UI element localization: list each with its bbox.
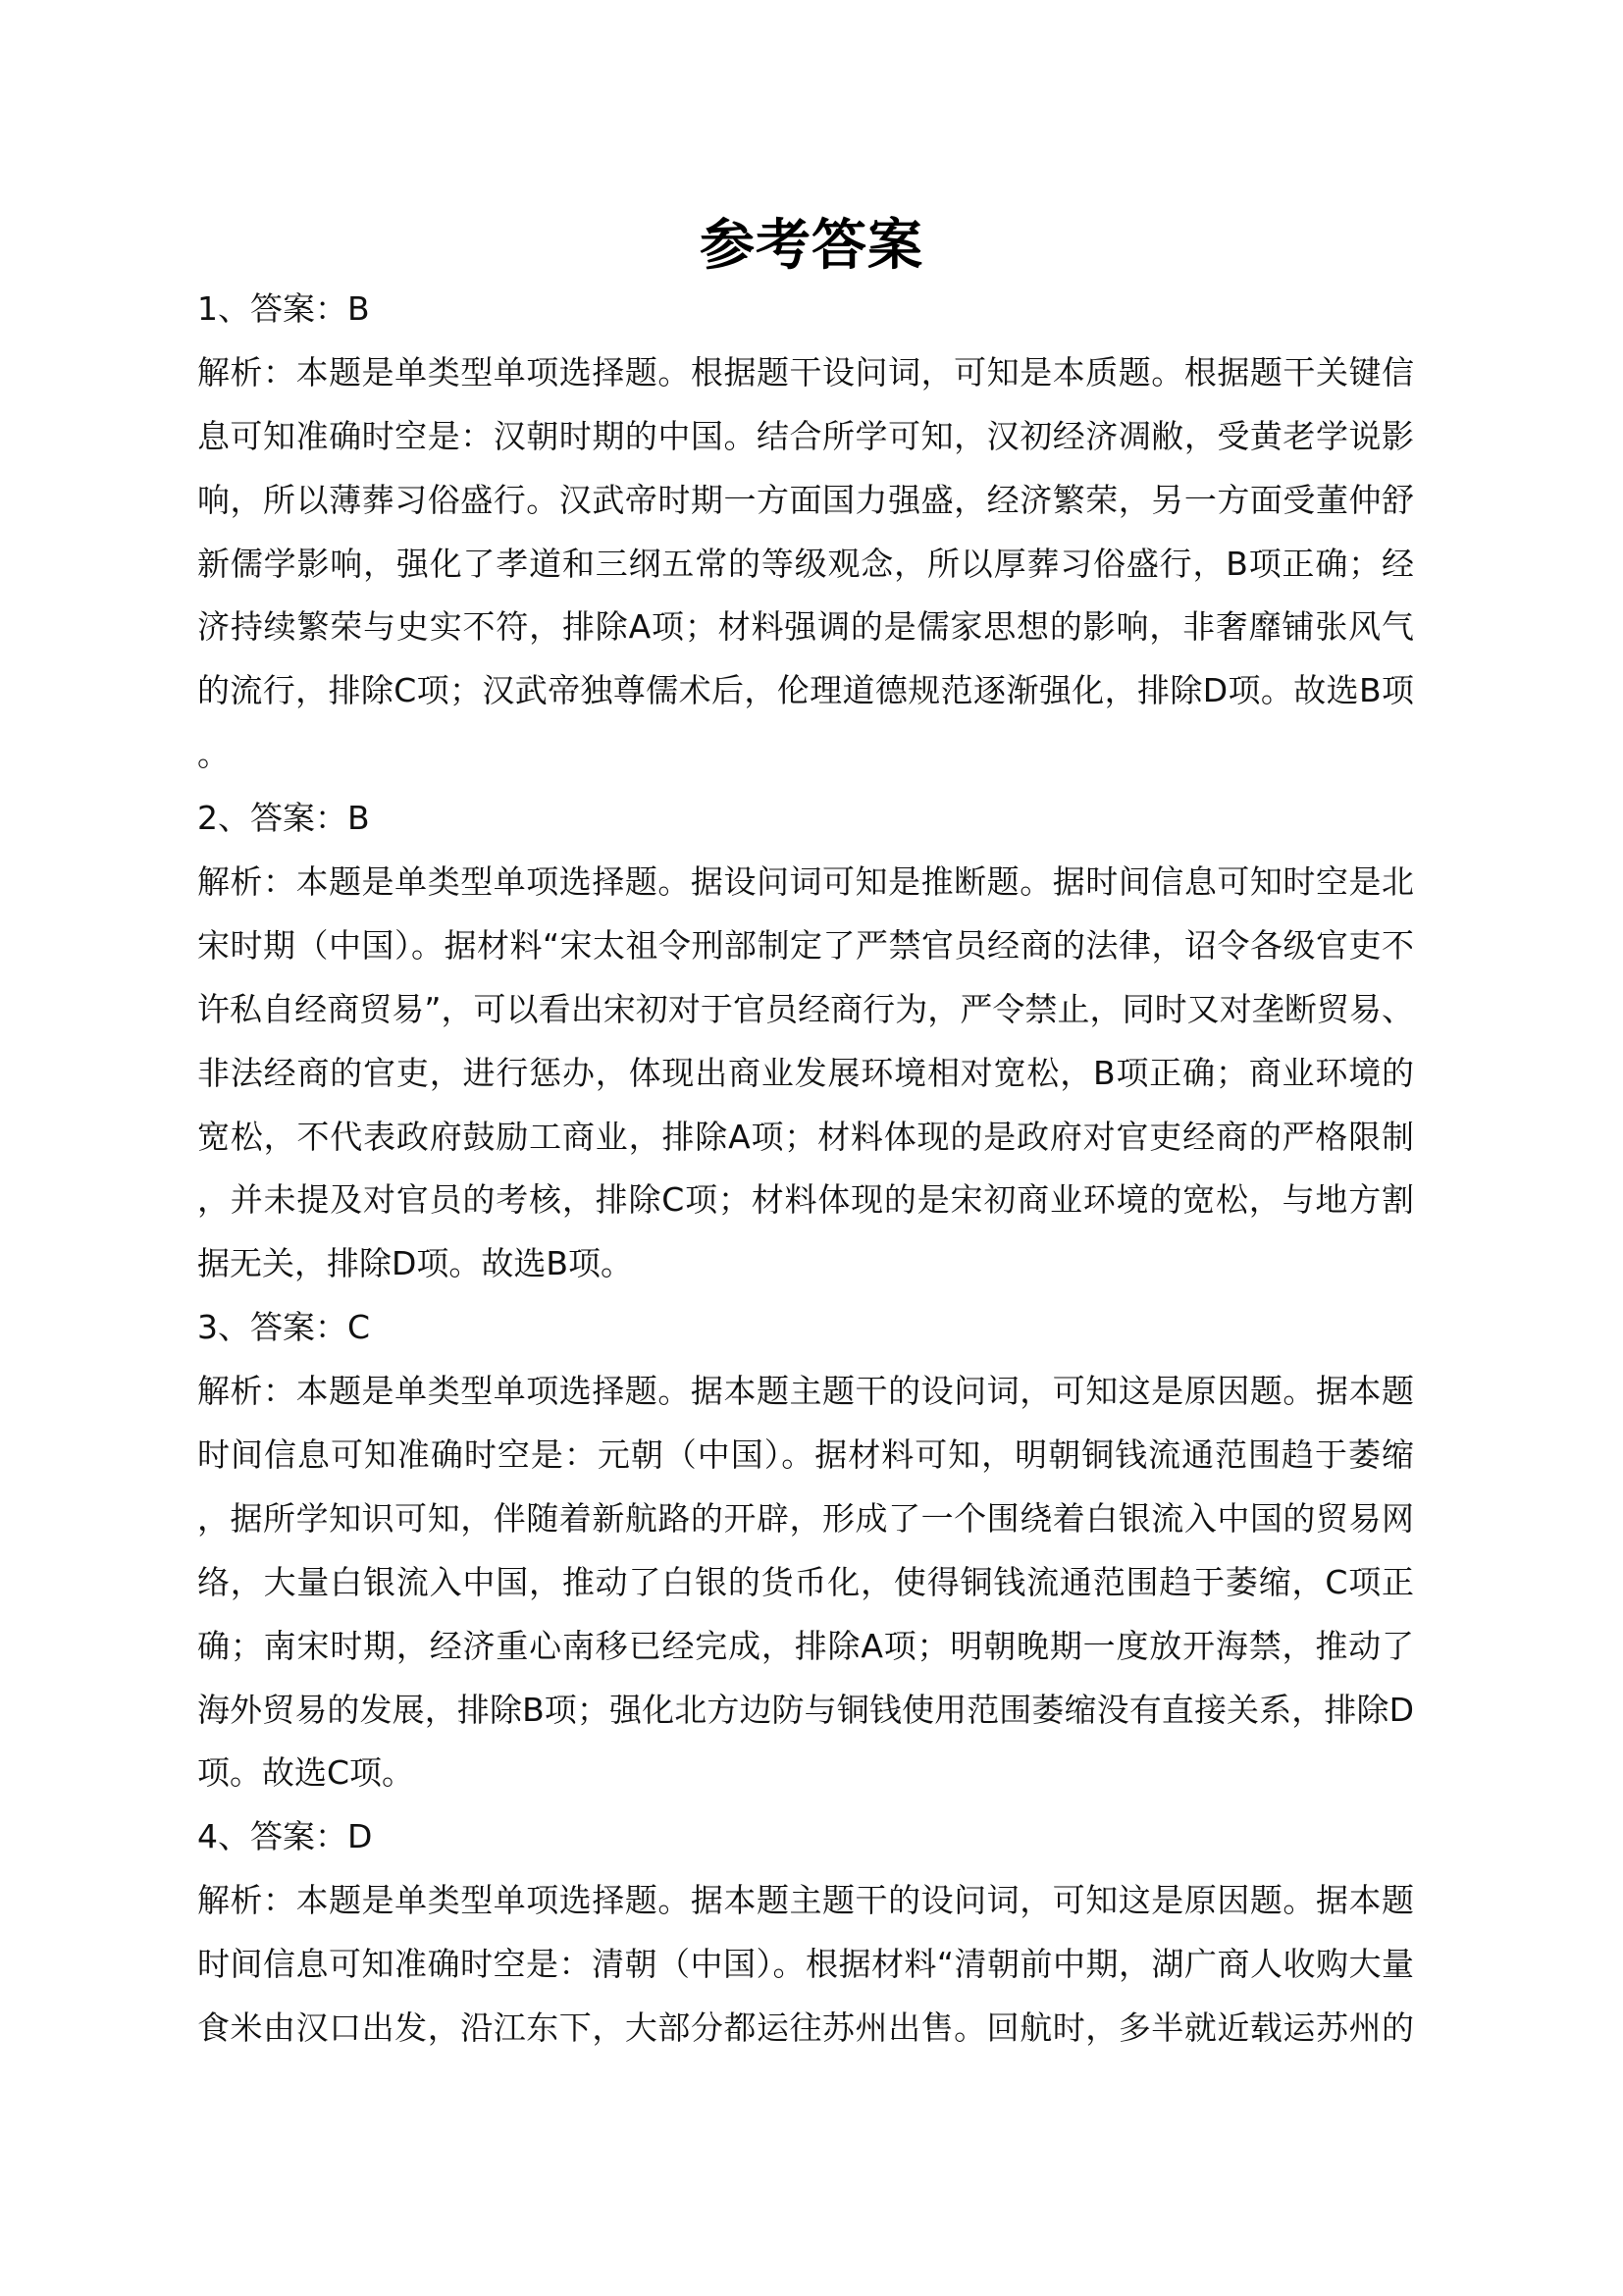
answer-line-q4: 4、答案：D [197,1817,373,1856]
analysis-line: 许私自经商贸易”，可以看出宋初对于官员经商行为，严令禁止，同时又对垄断贸易、 [197,989,1414,1028]
analysis-line: ，据所学知识可知，伴随着新航路的开辟，形成了一个围绕着白银流入中国的贸易网 [197,1498,1414,1538]
analysis-line: 络，大量白银流入中国，推动了白银的货币化，使得铜钱流通范围趋于萎缩，C项正 [197,1562,1414,1601]
analysis-line: 解析：本题是单类型单项选择题。根据题干设问词，可知是本质题。根据题干关键信 [197,352,1414,391]
analysis-line: 的流行，排除C项；汉武帝独尊儒术后，伦理道德规范逐渐强化，排除D项。故选B项 [197,671,1414,710]
answer-body [197,278,1424,2061]
analysis-line: 项。故选C项。 [197,1753,415,1793]
answer-line-q2: 2、答案：B [197,799,370,838]
analysis-line: 济持续繁荣与史实不符，排除A项；材料强调的是儒家思想的影响，非奢靡铺张风气 [197,607,1414,647]
analysis-line: ，并未提及对官员的考核，排除C项；材料体现的是宋初商业环境的宽松，与地方割 [197,1180,1414,1220]
answer-line-q3: 3、答案：C [197,1308,371,1347]
analysis-line: 新儒学影响，强化了孝道和三纲五常的等级观念，所以厚葬习俗盛行，B项正确；经 [197,544,1414,583]
answer-line-q1: 1、答案：B [197,289,370,328]
analysis-line: 解析：本题是单类型单项选择题。据设问词可知是推断题。据时间信息可知时空是北 [197,862,1414,902]
analysis-line: 宋时期（中国）。据材料“宋太祖令刑部制定了严禁官员经商的法律，诏令各级官吏不 [197,925,1414,965]
page-title: 参考答案 [700,214,923,278]
analysis-line: 确；南宋时期，经济重心南移已经完成，排除A项；明朝晚期一度放开海禁，推动了 [197,1626,1414,1665]
analysis-line: 解析：本题是单类型单项选择题。据本题主题干的设问词，可知这是原因题。据本题 [197,1372,1414,1411]
analysis-line: 海外贸易的发展，排除B项；强化北方边防与铜钱使用范围萎缩没有直接关系，排除D [197,1690,1414,1729]
analysis-line: 。 [197,735,230,774]
analysis-line: 宽松，不代表政府鼓励工商业，排除A项；材料体现的是政府对官吏经商的严格限制 [197,1117,1414,1156]
analysis-line: 时间信息可知准确时空是：元朝（中国）。据材料可知，明朝铜钱流通范围趋于萎缩 [197,1435,1414,1475]
analysis-line: 据无关，排除D项。故选B项。 [197,1244,634,1283]
analysis-line: 解析：本题是单类型单项选择题。据本题主题干的设问词，可知这是原因题。据本题 [197,1881,1414,1920]
analysis-line: 非法经商的官吏，进行惩办，体现出商业发展环境相对宽松，B项正确；商业环境的 [197,1053,1414,1092]
analysis-line: 息可知准确时空是：汉朝时期的中国。结合所学可知，汉初经济凋敝，受黄老学说影 [197,416,1414,455]
analysis-line: 时间信息可知准确时空是：清朝（中国）。根据材料“清朝前中期，湖广商人收购大量 [197,1945,1414,1984]
analysis-line: 响，所以薄葬习俗盛行。汉武帝时期一方面国力强盛，经济繁荣，另一方面受董仲舒 [197,480,1414,519]
analysis-line: 食米由汉口出发，沿江东下，大部分都运往苏州出售。回航时，多半就近载运苏州的 [197,2009,1414,2048]
